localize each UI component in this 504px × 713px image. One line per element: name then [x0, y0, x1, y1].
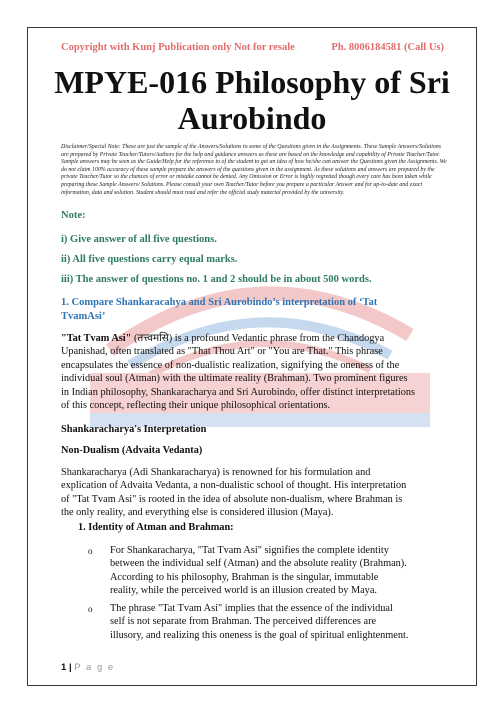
shankara-line-3: of "Tat Tvam Asi" is rooted in the idea of absolute non-dualism, where Brahman is — [61, 493, 403, 505]
intro-line-2: Upanishad, often translated as "That Thou Art" or "You are That." This phrase — [61, 346, 383, 358]
note-item-1: i) Give answer of all five questions. — [61, 234, 217, 245]
page-word: P a g e — [74, 662, 115, 673]
list-item-1: 1. Identity of Atman and Brahman: — [78, 522, 234, 533]
page-number: 1 — [61, 662, 67, 673]
question-line-1: 1. Compare Shankaracahya and Sri Aurobindo’s interpretation of ‘Tat — [61, 297, 378, 308]
question-heading — [61, 296, 441, 324]
shankara-paragraph — [61, 466, 447, 520]
intro-lead-phrase: "Tat Tvam Asi" — [61, 333, 132, 344]
intro-line-4: individual soul (Atman) with the ultimate reality (Brahman). Two prominent figures — [61, 373, 408, 385]
contact-phone: Ph. 8006184581 (Call Us) — [331, 42, 444, 53]
shankara-line-2: explication of Advaita Vedanta, a non-dualistic school of thought. His interpretation — [61, 480, 407, 492]
intro-line-6: of this concept, reflecting their unique philosophical orientations. — [61, 400, 331, 412]
disclaimer-text: Disclaimer/Special Note: These are just the sample of the Answers/Solutions to some of the Questions given in the Assignments. These Sample Answers/Solutions are prepared by Private Teacher/Tutors/Authors for the help and guidance answers as these are based on the knowledge and capability of Private Teacher/Tutor. Sample answers may be seen as the Guide/Help for the reference to of the student to get an idea of how he/she can answer the Questions given the Assignments. We do not claim 100% accuracy of these sample prepare the answers of the questions given in the assignment. As these solutions and answers are prepared by the private Teacher/Tutor so the chances of error or mistake cannot be denied. Any Omission or Error is highly regretted though every care has been taken while preparing these Sample Answers/ Solutions. Please consult your own Teacher/Tutor before you prepare a particular Answer and for up-to-date and exact information, data and solution. Student should must read and refer the official study material provided by the university. — [61, 144, 447, 196]
intro-paragraph — [61, 332, 447, 412]
intro-line-5: in Indian philosophy, Shankaracharya and Sri Aurobindo, offer distinct interpretations — [61, 386, 416, 398]
bullet-marker: o — [88, 546, 93, 556]
copyright-notice: Copyright with Kunj Publication only Not for resale — [61, 42, 295, 53]
page-footer — [61, 662, 115, 673]
shankara-line-1: Shankaracharya (Adi Shankaracharya) is renowned for his formulation and — [61, 467, 371, 478]
note-label: Note: — [61, 210, 86, 221]
section-heading: Shankaracharya's Interpretation — [61, 424, 207, 435]
note-item-2: ii) All five questions carry equal marks. — [61, 254, 238, 265]
bullet-marker: o — [88, 604, 93, 614]
intro-line-1: "Tat Tvam Asi" (तत्त्वमसि) is a profound Vedantic phrase from the Chandogya — [61, 333, 385, 344]
title-line-2: Aurobindo — [177, 100, 327, 136]
bullet-paragraph-1: For Shankaracharya, "Tat Tvam Asi" signifies the complete identity between the individual self (Atman) and the absolute reality (Brahman). According to his philosophy, Brahman is the singular, immutable reality, while the perceived world is an illusion created by Maya. — [110, 545, 407, 597]
title-line-1: MPYE-016 Philosophy of Sri — [54, 64, 450, 100]
question-line-2: TvamAsi’ — [61, 311, 106, 322]
footer-separator: | — [68, 662, 72, 673]
shankara-line-4: the only reality, and everything else is considered illusion (Maya). — [61, 507, 334, 519]
bullet-paragraph-2: The phrase "Tat Tvam Asi" implies that the essence of the individual self is not separate from Brahman. The perceived differences are illusory, and realizing this oneness is the goal of spiritual enlightenment. — [110, 603, 409, 641]
note-item-3: iii) The answer of questions no. 1 and 2 should be in about 500 words. — [61, 274, 372, 285]
intro-line-3: encapsulates the essence of non-dualistic realization, signifying the oneness of the — [61, 359, 400, 371]
document-title — [40, 64, 464, 136]
page-header — [61, 42, 444, 53]
subsection-heading: Non-Dualism (Advaita Vedanta) — [61, 445, 203, 456]
